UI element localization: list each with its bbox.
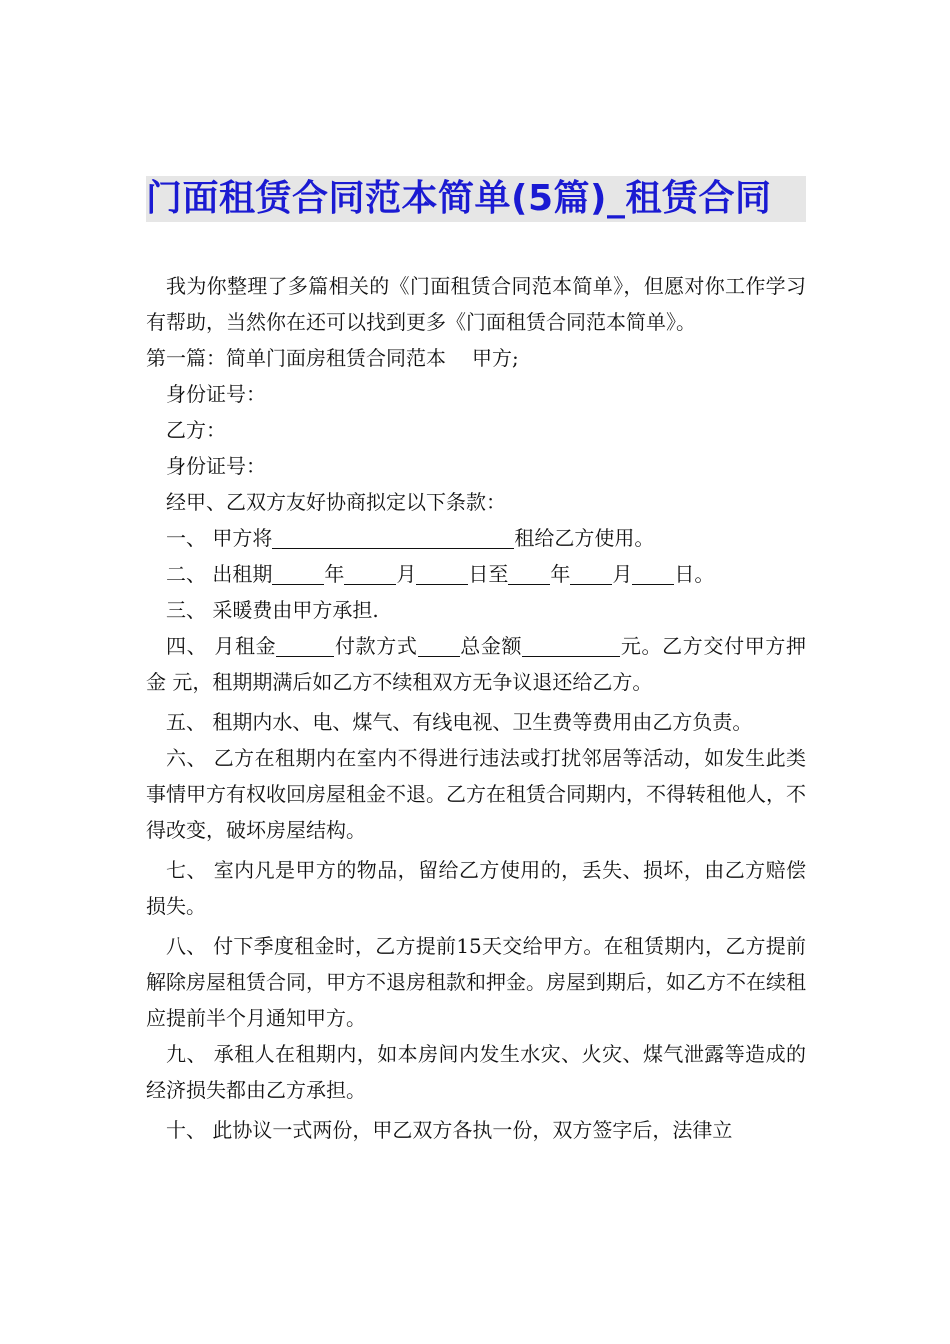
clause-text: 租期内水、电、煤气、有线电视、卫生费等费用由乙方负责。	[212, 710, 753, 734]
blank-line	[272, 526, 514, 549]
id-b-line: 身份证号：	[166, 454, 266, 478]
section1-heading: 第一篇：简单门面房租赁合同范本	[146, 346, 446, 370]
clause-text: 元。乙方交付甲方押金 元，租期期满后如乙方不续租双方无争议退还给乙方。	[146, 634, 807, 694]
clause-text: 采暖费由甲方承担.	[212, 598, 379, 622]
clause-text: 承租人在租期内，如本房间内发生水灾、火灾、煤气泄露等造成的经济损失都由乙方承担。	[146, 1042, 807, 1102]
document-title: 门面租赁合同范本简单(5篇)_租赁合同	[146, 176, 806, 222]
clause-number: 七、	[166, 858, 207, 882]
section-heading	[146, 340, 806, 376]
blank-line	[272, 562, 324, 585]
agreement-line: 经甲、乙双方友好协商拟定以下条款：	[166, 490, 506, 514]
blank-line	[522, 634, 620, 657]
blank-line	[570, 562, 612, 585]
clause-text: 总金额	[459, 634, 523, 658]
id-a-line: 身份证号：	[166, 382, 266, 406]
blank-line	[416, 562, 468, 585]
clause-text: 甲方将	[212, 526, 273, 550]
clause-number: 六、	[166, 746, 207, 770]
clause-text: 付下季度租金时，乙方提前15天交给甲方。在租赁期内，乙方提前解除房屋租赁合同，甲方不退房租款和押金。房屋到期后，如乙方不在续租应提前半个月通知甲方。	[146, 934, 807, 1030]
clause-text: 室内凡是甲方的物品，留给乙方使用的，丢失、损坏，由乙方赔偿损失。	[146, 858, 807, 918]
clause-3	[146, 592, 806, 628]
clause-8	[146, 928, 806, 1036]
blank-line	[508, 562, 550, 585]
clause-4	[146, 628, 806, 700]
clause-6	[146, 740, 806, 848]
clause-1	[146, 520, 806, 556]
clause-10	[146, 1112, 806, 1148]
clause-text: 乙方在租期内在室内不得进行违法或打扰邻居等活动，如发生此类事情甲方有权收回房屋租金不退。乙方在租赁合同期内，不得转租他人，不得改变，破坏房屋结构。	[146, 746, 807, 842]
clause-text: 月租金	[214, 634, 277, 658]
party-b-line: 乙方：	[166, 418, 226, 442]
clause-number: 四、	[166, 634, 208, 658]
clause-number: 二、	[166, 562, 206, 586]
clause-text: 月	[612, 562, 633, 586]
clause-number: 五、	[166, 710, 206, 734]
clause-text: 付款方式	[334, 634, 418, 658]
clause-number: 一、	[166, 526, 206, 550]
party-a-label: 甲方;	[472, 346, 519, 370]
clause-text: 日至	[468, 562, 509, 586]
blank-line	[632, 562, 674, 585]
blank-line	[344, 562, 396, 585]
clause-7	[146, 852, 806, 924]
clause-text: 年	[550, 562, 571, 586]
clause-2	[146, 556, 806, 592]
clause-9	[146, 1036, 806, 1108]
blank-line	[276, 634, 334, 657]
clause-5	[146, 704, 806, 740]
blank-line	[418, 634, 460, 657]
clause-text: 日。	[674, 562, 715, 586]
clause-text: 出租期	[212, 562, 273, 586]
clause-number: 十、	[166, 1118, 206, 1142]
clause-number: 三、	[166, 598, 206, 622]
clause-text: 年	[324, 562, 345, 586]
clause-number: 八、	[166, 934, 207, 958]
clause-number: 九、	[166, 1042, 207, 1066]
clause-text: 租给乙方使用。	[514, 526, 655, 550]
clause-text: 此协议一式两份，甲乙双方各执一份，双方签字后，法律立	[212, 1118, 733, 1142]
clause-text: 月	[396, 562, 417, 586]
intro-paragraph: 我为你整理了多篇相关的《门面租赁合同范本简单》，但愿对你工作学习有帮助，当然你在还可以找到更多《门面租赁合同范本简单》。	[146, 274, 806, 334]
document-body	[146, 268, 806, 1148]
